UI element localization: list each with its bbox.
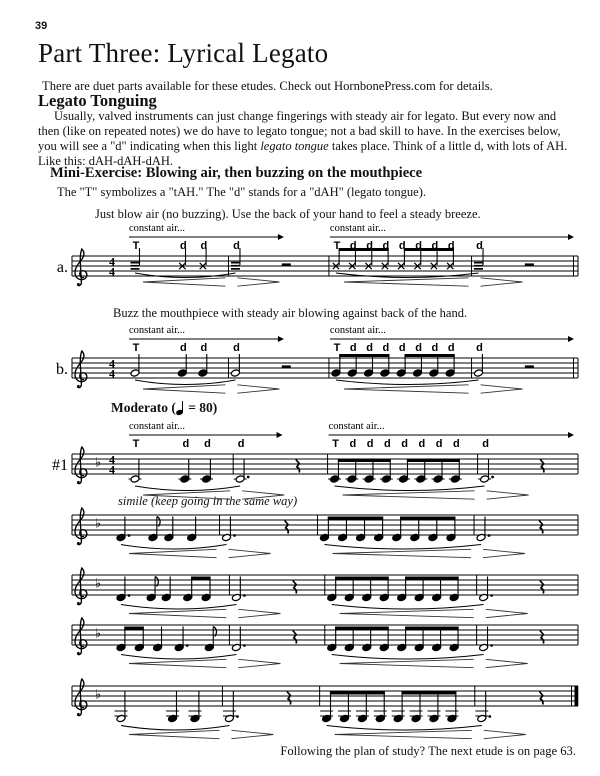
svg-text:♭: ♭ [94,575,102,591]
svg-text:♭: ♭ [94,625,102,641]
svg-text:4: 4 [109,264,115,279]
svg-text:d: d [349,438,357,450]
svg-text:d: d [182,438,190,450]
svg-text:a.: a. [56,259,68,276]
mini-exercise-subtext: The "T" symbolizes a "tAH." The "d" stands for a "dAH" (legato tongue). [57,185,426,199]
svg-text:♭: ♭ [94,686,102,702]
svg-text:d: d [366,240,373,252]
svg-text:T: T [333,240,341,252]
footer-note: Following the plan of study? The next etude is on page 63. [280,744,576,758]
svg-text:d: d [447,342,455,354]
page-title: Part Three: Lyrical Legato [38,38,329,68]
svg-text:d: d [179,240,187,252]
body-text-1: Usually, valved instruments can just change fingerings with steady air for legato. But every now and then (like on repeated notes) we do have to legato tongue; not a bad skill to have. In the exercises below, you will see a "d" indicating when this light [38,109,561,153]
staff-etude1-line2 [52,505,587,563]
svg-text:d: d [179,342,187,354]
svg-text:♭: ♭ [94,515,102,531]
svg-text:d: d [382,240,390,252]
svg-text:T: T [132,438,140,450]
svg-text:d: d [204,438,211,450]
svg-text:4: 4 [109,462,115,477]
svg-text:d: d [452,438,460,450]
svg-text:constant air...: constant air... [329,223,386,234]
svg-text:d: d [476,342,483,354]
staff-etude1-line5 [52,672,587,740]
svg-text:constant air...: constant air... [129,223,185,234]
svg-text:T: T [332,438,339,450]
svg-text:♭: ♭ [94,454,102,470]
svg-text:d: d [398,342,406,354]
svg-text:d: d [415,342,422,354]
svg-text:d: d [401,438,408,450]
svg-text:constant air...: constant air... [129,421,185,432]
svg-text:d: d [398,240,406,252]
caption-simile: simile (keep going in the same way) [118,494,298,508]
svg-text:d: d [366,438,374,450]
music-system-a [52,220,587,312]
moderato-text: Moderato ( [111,400,176,415]
quarter-note-icon [176,401,185,414]
svg-text:constant air...: constant air... [129,325,185,336]
svg-text:4: 4 [109,452,115,467]
svg-text:4: 4 [109,366,115,381]
tempo-heading-moderato [111,400,217,416]
svg-text:d: d [383,438,391,450]
svg-text:d: d [431,342,439,354]
svg-text:d: d [233,342,240,354]
staff-a [52,220,587,312]
section-body [38,109,580,169]
svg-text:d: d [237,438,245,450]
svg-text:constant air...: constant air... [329,325,386,336]
svg-text:d: d [482,438,489,450]
page-number: 39 [35,20,48,32]
svg-text:d: d [233,240,240,252]
svg-text:d: d [476,240,483,252]
svg-text:d: d [418,438,426,450]
svg-text:d: d [415,240,422,252]
svg-text:d: d [382,342,390,354]
music-system-etude1-line2 [52,505,587,563]
svg-text:b.: b. [56,361,68,378]
body-text-2: takes place. Think of a little d, with lots of AH. Like this: dAH-dAH-dAH. [38,139,568,168]
svg-text:constant air...: constant air... [328,421,385,432]
caption-blow-air: Just blow air (no buzzing). Use the back of your hand to feel a steady breeze. [95,207,481,221]
svg-text:d: d [447,240,455,252]
music-system-etude1-line4 [52,615,587,673]
section-heading: Legato Tonguing [38,91,157,110]
staff-etude1-line4 [52,615,587,673]
svg-text:d: d [200,240,208,252]
music-system-etude1-line5 [52,672,587,740]
svg-text:d: d [349,342,357,354]
svg-text:T: T [333,342,341,354]
svg-text:4: 4 [109,356,115,371]
svg-text:d: d [435,438,443,450]
svg-text:T: T [132,342,140,354]
svg-text:T: T [132,240,140,252]
svg-text:4: 4 [109,254,115,269]
moderato-bpm: = 80) [188,400,218,415]
body-text-italic: legato tongue [260,139,329,153]
svg-text:d: d [349,240,357,252]
svg-text:#1: #1 [52,457,68,474]
caption-buzz-mouthpiece: Buzz the mouthpiece with steady air blowing against back of the hand. [113,306,468,320]
svg-text:d: d [200,342,208,354]
svg-text:d: d [366,342,373,354]
intro-note: There are duet parts available for these etudes. Check out HornbonePress.com for details. [42,79,493,93]
mini-exercise-heading: Mini-Exercise: Blowing air, then buzzing on the mouthpiece [50,165,423,181]
svg-text:d: d [431,240,439,252]
